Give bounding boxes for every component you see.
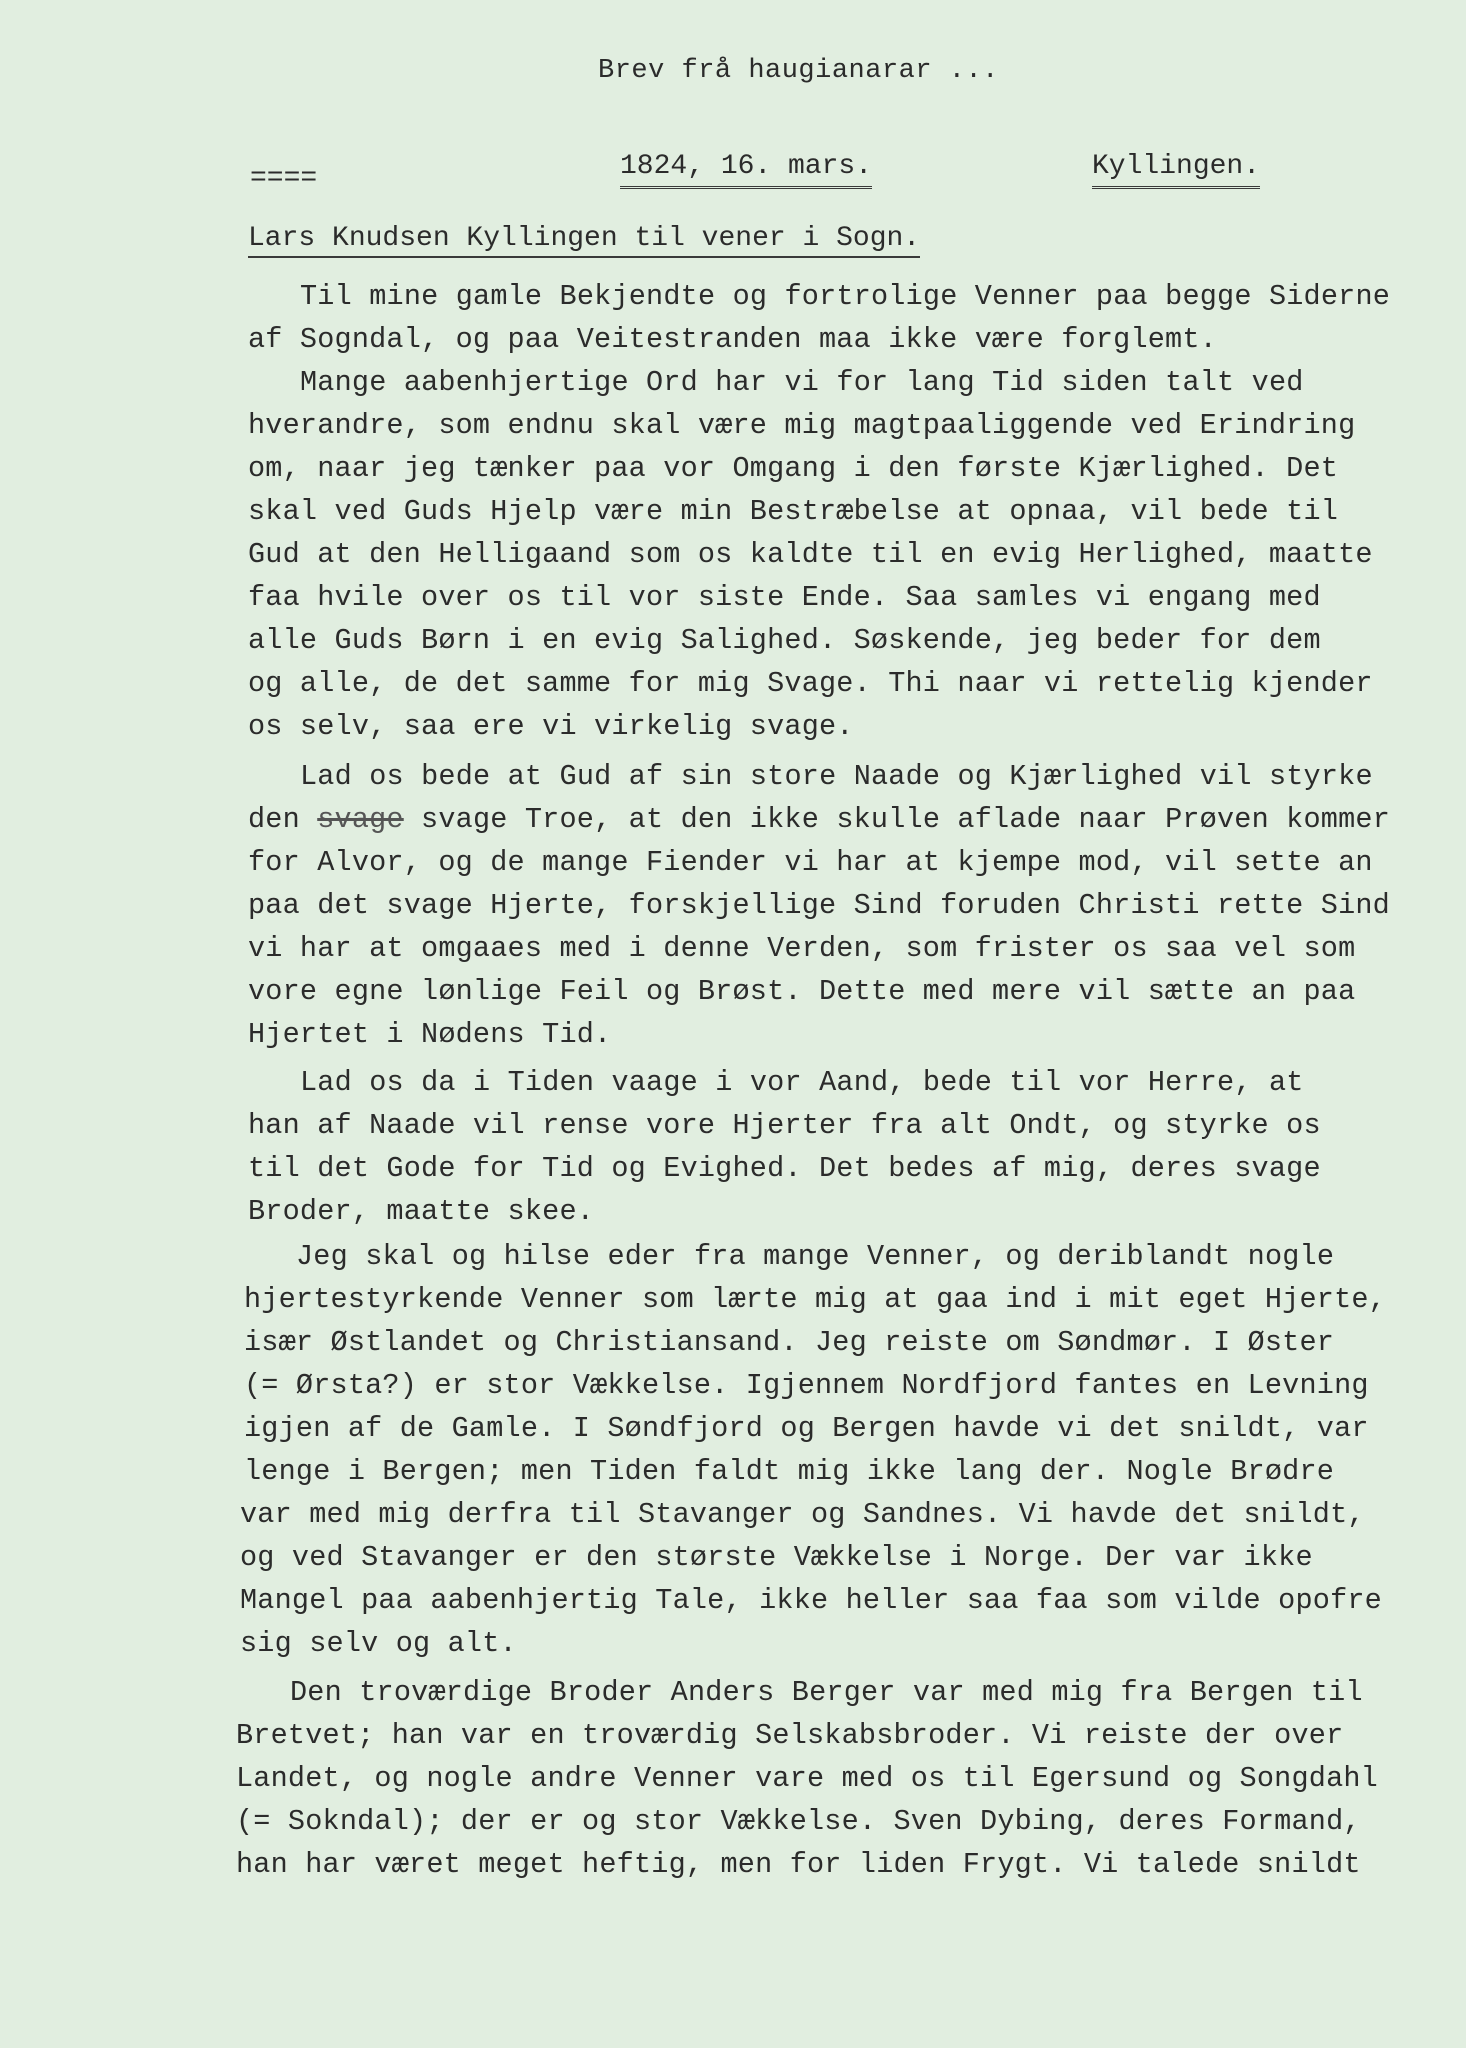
- text-line: Den troværdige Broder Anders Berger var med mig fra Bergen til: [290, 1676, 1363, 1709]
- dateline-mark: ====: [250, 163, 318, 194]
- text-line: han har været meget heftig, men for liden Frygt. Vi talede snildt: [236, 1848, 1361, 1881]
- text-line: til det Gode for Tid og Evighed. Det bedes af mig, deres svage: [248, 1152, 1321, 1185]
- text-line: os selv, saa ere vi virkelig svage.: [248, 710, 854, 743]
- line-prefix: den: [248, 803, 318, 836]
- text-line: hverandre, som endnu skal være mig magtpaaliggende ved Erindring: [248, 409, 1356, 442]
- text-line: han af Naade vil rense vore Hjerter fra alt Ondt, og styrke os: [248, 1109, 1321, 1142]
- text-line: lenge i Bergen; men Tiden faldt mig ikke lang der. Nogle Brødre: [244, 1455, 1335, 1488]
- text-line-with-correction: [248, 803, 1390, 837]
- text-line: Broder, maatte skee.: [248, 1195, 595, 1228]
- text-line: faa hvile over os til vor siste Ende. Saa samles vi engang med: [248, 581, 1321, 614]
- text-line: vore egne lønlige Feil og Brøst. Dette med mere vil sætte an paa: [248, 975, 1356, 1008]
- letter-date: 1824, 16. mars.: [620, 150, 872, 189]
- text-line: paa det svage Hjerte, forskjellige Sind foruden Christi rette Sind: [248, 889, 1390, 922]
- text-line: skal ved Guds Hjelp være min Bestræbelse at opnaa, vil bede til: [248, 495, 1339, 528]
- text-line: Til mine gamle Bekjendte og fortrolige Venner paa begge Siderne: [300, 280, 1391, 313]
- text-line: om, naar jeg tænker paa vor Omgang i den første Kjærlighed. Det: [248, 452, 1339, 485]
- text-line: igjen af de Gamle. I Søndfjord og Bergen havde vi det snildt, var: [244, 1412, 1369, 1445]
- text-line: (= Sokndal); der er og stor Vækkelse. Sven Dybing, deres Formand,: [236, 1805, 1361, 1838]
- text-line: Mangel paa aabenhjertig Tale, ikke heller saa faa som vilde opofre: [240, 1584, 1382, 1617]
- text-line: Lad os bede at Gud af sin store Naade og Kjærlighed vil styrke: [300, 760, 1373, 793]
- line-remainder: svage Troe, at den ikke skulle aflade naar Prøven kommer: [421, 803, 1391, 836]
- text-line: var med mig derfra til Stavanger og Sandnes. Vi havde det snildt,: [240, 1498, 1365, 1531]
- running-title: Brev frå haugianarar ...: [598, 56, 999, 86]
- text-line: alle Guds Børn i en evig Salighed. Søskende, jeg beder for dem: [248, 624, 1321, 657]
- text-line: og alle, de det samme for mig Svage. Thi naar vi rettelig kjender: [248, 667, 1373, 700]
- text-line: Hjertet i Nødens Tid.: [248, 1018, 612, 1051]
- text-line: af Sogndal, og paa Veitestranden maa ikke være forglemt.: [248, 323, 1217, 356]
- letter-place: Kyllingen.: [1092, 150, 1260, 189]
- text-line: Landet, og nogle andre Venner vare med os til Egersund og Songdahl: [236, 1762, 1378, 1795]
- text-line: sig selv og alt.: [240, 1627, 517, 1660]
- text-line: hjertestyrkende Venner som lærte mig at gaa ind i mit eget Hjerte,: [244, 1283, 1386, 1316]
- text-line: vi har at omgaaes med i denne Verden, som frister os saa vel som: [248, 932, 1356, 965]
- text-line: (= Ørsta?) er stor Vækkelse. Igjennem Nordfjord fantes en Levning: [244, 1369, 1369, 1402]
- letter-heading: Lars Knudsen Kyllingen til vener i Sogn.: [248, 222, 920, 258]
- text-line: Mange aabenhjertige Ord har vi for lang Tid siden talt ved: [300, 366, 1304, 399]
- text-line: Gud at den Helligaand som os kaldte til en evig Herlighed, maatte: [248, 538, 1373, 571]
- text-line: Jeg skal og hilse eder fra mange Venner, og deriblandt nogle: [296, 1240, 1335, 1273]
- text-line: Bretvet; han var en troværdig Selskabsbroder. Vi reiste der over: [236, 1719, 1344, 1752]
- text-line: især Østlandet og Christiansand. Jeg reiste om Søndmør. I Øster: [244, 1326, 1335, 1359]
- struck-word: svage: [317, 803, 404, 836]
- text-line: for Alvor, og de mange Fiender vi har at kjempe mod, vil sette an: [248, 846, 1373, 879]
- text-line: og ved Stavanger er den største Vækkelse i Norge. Der var ikke: [240, 1541, 1313, 1574]
- text-line: Lad os da i Tiden vaage i vor Aand, bede til vor Herre, at: [300, 1066, 1304, 1099]
